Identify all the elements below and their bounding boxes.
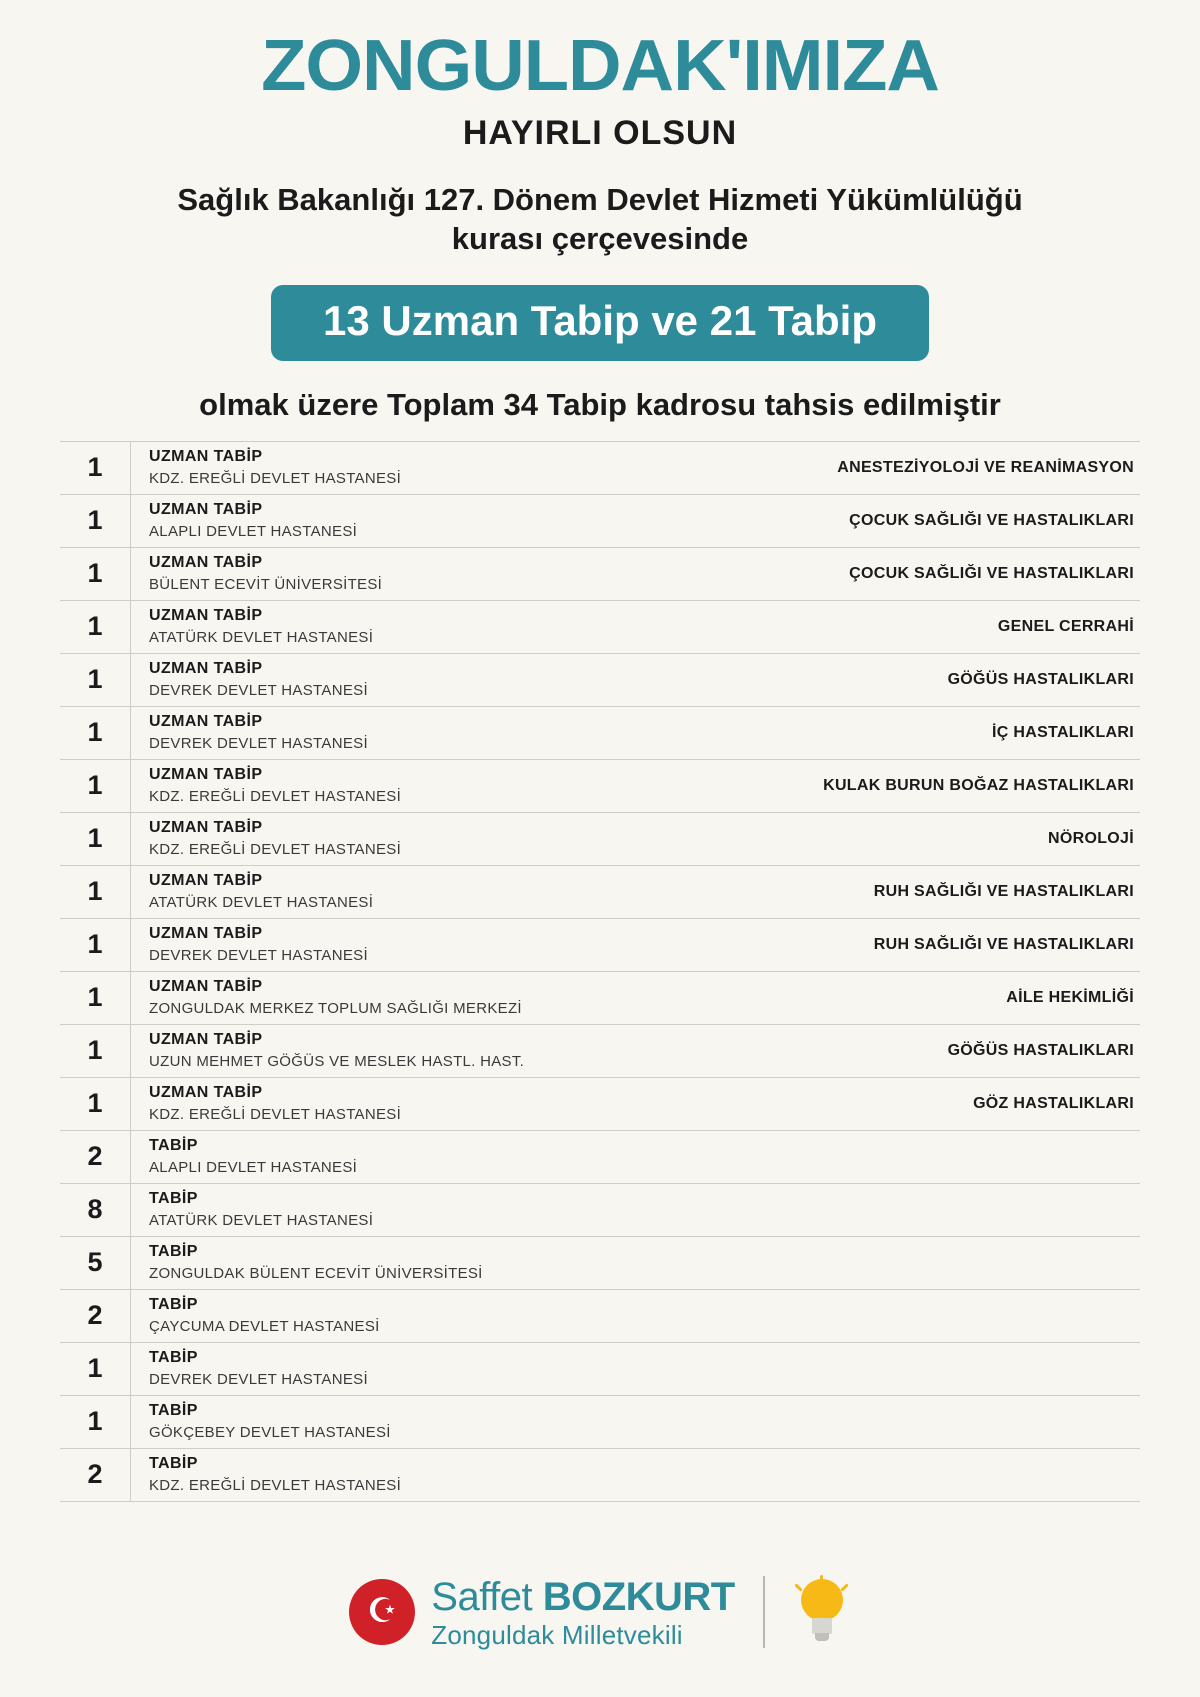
row-info xyxy=(131,1295,1134,1337)
footer xyxy=(0,1575,1200,1649)
row-place: DEVREK DEVLET HASTANESİ xyxy=(149,946,368,964)
row-info xyxy=(131,977,1006,1019)
row-count: 1 xyxy=(60,760,131,812)
row-count: 8 xyxy=(60,1184,131,1236)
row-branch: ÇOCUK SAĞLIĞI VE HASTALIKLARI xyxy=(849,564,1134,582)
table-row xyxy=(60,972,1140,1025)
row-info xyxy=(131,924,874,966)
row-count: 1 xyxy=(60,813,131,865)
row-count: 1 xyxy=(60,972,131,1024)
table-row xyxy=(60,1025,1140,1078)
row-branch: GÖZ HASTALIKLARI xyxy=(973,1094,1134,1112)
table-row xyxy=(60,866,1140,919)
row-count: 2 xyxy=(60,1449,131,1501)
intro-line-2: kurası çerçevesinde xyxy=(451,220,749,256)
row-count: 5 xyxy=(60,1237,131,1289)
table-row xyxy=(60,1449,1140,1502)
row-count: 1 xyxy=(60,548,131,600)
row-branch: RUH SAĞLIĞI VE HASTALIKLARI xyxy=(873,882,1134,900)
table-row xyxy=(60,601,1140,654)
signature-name xyxy=(431,1574,735,1619)
row-info xyxy=(131,1454,1134,1496)
table-row xyxy=(60,1131,1140,1184)
row-place: ATATÜRK DEVLET HASTANESİ xyxy=(149,628,374,646)
row-title: UZMAN TABİP xyxy=(149,553,263,571)
row-title: UZMAN TABİP xyxy=(149,924,263,942)
page-title: ZONGULDAK'IMIZA xyxy=(261,26,939,106)
row-branch: GENEL CERRAHİ xyxy=(997,617,1134,635)
row-title: TABİP xyxy=(149,1348,198,1366)
signature-role: Zonguldak Milletvekili xyxy=(431,1619,683,1650)
crescent-star-icon xyxy=(349,1579,415,1645)
row-title: UZMAN TABİP xyxy=(149,765,263,783)
lightbulb-icon xyxy=(793,1575,851,1649)
row-branch: ANESTEZİYOLOJİ VE REANİMASYON xyxy=(837,458,1134,476)
table-row xyxy=(60,1237,1140,1290)
row-count: 1 xyxy=(60,601,131,653)
row-place: UZUN MEHMET GÖĞÜS VE MESLEK HASTL. HAST. xyxy=(149,1052,525,1070)
row-title: TABİP xyxy=(149,1242,198,1260)
lightbulb-base xyxy=(812,1618,832,1634)
row-count: 1 xyxy=(60,654,131,706)
row-branch: GÖĞÜS HASTALIKLARI xyxy=(947,670,1134,688)
lightbulb-base-bottom xyxy=(815,1633,829,1641)
table-row xyxy=(60,1396,1140,1449)
row-title: TABİP xyxy=(149,1454,198,1472)
row-title: UZMAN TABİP xyxy=(149,606,263,624)
row-place: ATATÜRK DEVLET HASTANESİ xyxy=(149,1211,374,1229)
row-title: UZMAN TABİP xyxy=(149,712,263,730)
table-row xyxy=(60,1184,1140,1237)
row-count: 1 xyxy=(60,707,131,759)
row-place: ZONGULDAK BÜLENT ECEVİT ÜNİVERSİTESİ xyxy=(149,1264,483,1282)
row-place: DEVREK DEVLET HASTANESİ xyxy=(149,734,368,752)
row-title: UZMAN TABİP xyxy=(149,447,263,465)
row-place: ALAPLI DEVLET HASTANESİ xyxy=(149,522,358,540)
row-place: KDZ. EREĞLİ DEVLET HASTANESİ xyxy=(149,787,402,805)
row-branch: RUH SAĞLIĞI VE HASTALIKLARI xyxy=(873,935,1134,953)
row-place: GÖKÇEBEY DEVLET HASTANESİ xyxy=(149,1423,391,1441)
signature-first-name: Saffet xyxy=(431,1574,543,1619)
lightbulb-ray-left xyxy=(794,1583,802,1591)
row-place: ALAPLI DEVLET HASTANESİ xyxy=(149,1158,358,1176)
page-subtitle: HAYIRLI OLSUN xyxy=(462,114,738,152)
row-info xyxy=(131,1242,1134,1284)
row-count: 1 xyxy=(60,1025,131,1077)
table-row xyxy=(60,707,1140,760)
row-count: 1 xyxy=(60,919,131,971)
row-info xyxy=(131,712,992,754)
row-title: TABİP xyxy=(149,1136,198,1154)
row-count: 1 xyxy=(60,866,131,918)
highlight-banner-wrap xyxy=(60,285,1140,361)
row-place: ATATÜRK DEVLET HASTANESİ xyxy=(149,893,374,911)
row-count: 1 xyxy=(60,1078,131,1130)
row-title: UZMAN TABİP xyxy=(149,500,263,518)
table-row xyxy=(60,760,1140,813)
row-count: 1 xyxy=(60,1396,131,1448)
row-info xyxy=(131,1348,1134,1390)
row-branch: İÇ HASTALIKLARI xyxy=(992,723,1134,741)
row-count: 2 xyxy=(60,1131,131,1183)
footer-divider xyxy=(763,1576,765,1648)
row-info xyxy=(131,818,1048,860)
lightbulb-ray-top xyxy=(820,1575,823,1584)
row-branch: GÖĞÜS HASTALIKLARI xyxy=(947,1041,1134,1059)
lightbulb-ray-right xyxy=(840,1583,848,1591)
lightbulb-glass xyxy=(801,1579,843,1621)
table-row xyxy=(60,654,1140,707)
row-place: KDZ. EREĞLİ DEVLET HASTANESİ xyxy=(149,1476,402,1494)
closing-text: olmak üzere Toplam 34 Tabip kadrosu tahsis edilmiştir xyxy=(199,386,1001,422)
highlight-banner: 13 Uzman Tabip ve 21 Tabip xyxy=(271,285,929,361)
intro-line-1: Sağlık Bakanlığı 127. Dönem Devlet Hizmeti Yükümlülüğü xyxy=(177,182,1023,217)
intro-text xyxy=(60,181,1140,259)
row-info xyxy=(131,1189,1134,1231)
row-count: 1 xyxy=(60,495,131,547)
row-info xyxy=(131,659,948,701)
row-info xyxy=(131,1083,973,1125)
table-row xyxy=(60,813,1140,866)
row-title: UZMAN TABİP xyxy=(149,871,263,889)
row-branch: ÇOCUK SAĞLIĞI VE HASTALIKLARI xyxy=(849,511,1134,529)
table-row xyxy=(60,548,1140,601)
row-place: KDZ. EREĞLİ DEVLET HASTANESİ xyxy=(149,1105,402,1123)
row-title: UZMAN TABİP xyxy=(149,659,263,677)
row-place: DEVREK DEVLET HASTANESİ xyxy=(149,681,368,699)
table-row xyxy=(60,1343,1140,1396)
row-info xyxy=(131,1401,1134,1443)
row-title: TABİP xyxy=(149,1189,198,1207)
row-title: TABİP xyxy=(149,1401,198,1419)
row-place: ÇAYCUMA DEVLET HASTANESİ xyxy=(149,1317,380,1335)
row-place: KDZ. EREĞLİ DEVLET HASTANESİ xyxy=(149,469,402,487)
row-info xyxy=(131,765,823,807)
row-count: 1 xyxy=(60,1343,131,1395)
signature-last-name: BOZKURT xyxy=(542,1574,735,1619)
table-row xyxy=(60,442,1140,495)
row-title: UZMAN TABİP xyxy=(149,1083,263,1101)
row-info xyxy=(131,447,837,489)
row-info xyxy=(131,1030,948,1072)
row-title: UZMAN TABİP xyxy=(149,1030,263,1048)
row-place: KDZ. EREĞLİ DEVLET HASTANESİ xyxy=(149,840,402,858)
row-branch: NÖROLOJİ xyxy=(1048,829,1134,847)
table-row xyxy=(60,1078,1140,1131)
signature-block xyxy=(431,1574,735,1650)
row-place: ZONGULDAK MERKEZ TOPLUM SAĞLIĞI MERKEZİ xyxy=(149,999,522,1017)
row-info xyxy=(131,1136,1134,1178)
table-row xyxy=(60,919,1140,972)
row-info xyxy=(131,606,998,648)
row-place: DEVREK DEVLET HASTANESİ xyxy=(149,1370,368,1388)
allocation-table xyxy=(60,441,1140,1502)
row-branch: AİLE HEKİMLİĞİ xyxy=(1006,988,1134,1006)
row-title: UZMAN TABİP xyxy=(149,818,263,836)
row-info xyxy=(131,871,874,913)
row-place: BÜLENT ECEVİT ÜNİVERSİTESİ xyxy=(149,575,383,593)
row-count: 1 xyxy=(60,442,131,494)
row-title: UZMAN TABİP xyxy=(149,977,263,995)
row-count: 2 xyxy=(60,1290,131,1342)
row-title: TABİP xyxy=(149,1295,198,1313)
crescent-star-glyph: ☪ xyxy=(367,1592,398,1630)
row-info xyxy=(131,553,849,595)
table-row xyxy=(60,1290,1140,1343)
row-info xyxy=(131,500,849,542)
table-row xyxy=(60,495,1140,548)
row-branch: KULAK BURUN BOĞAZ HASTALIKLARI xyxy=(823,776,1134,794)
